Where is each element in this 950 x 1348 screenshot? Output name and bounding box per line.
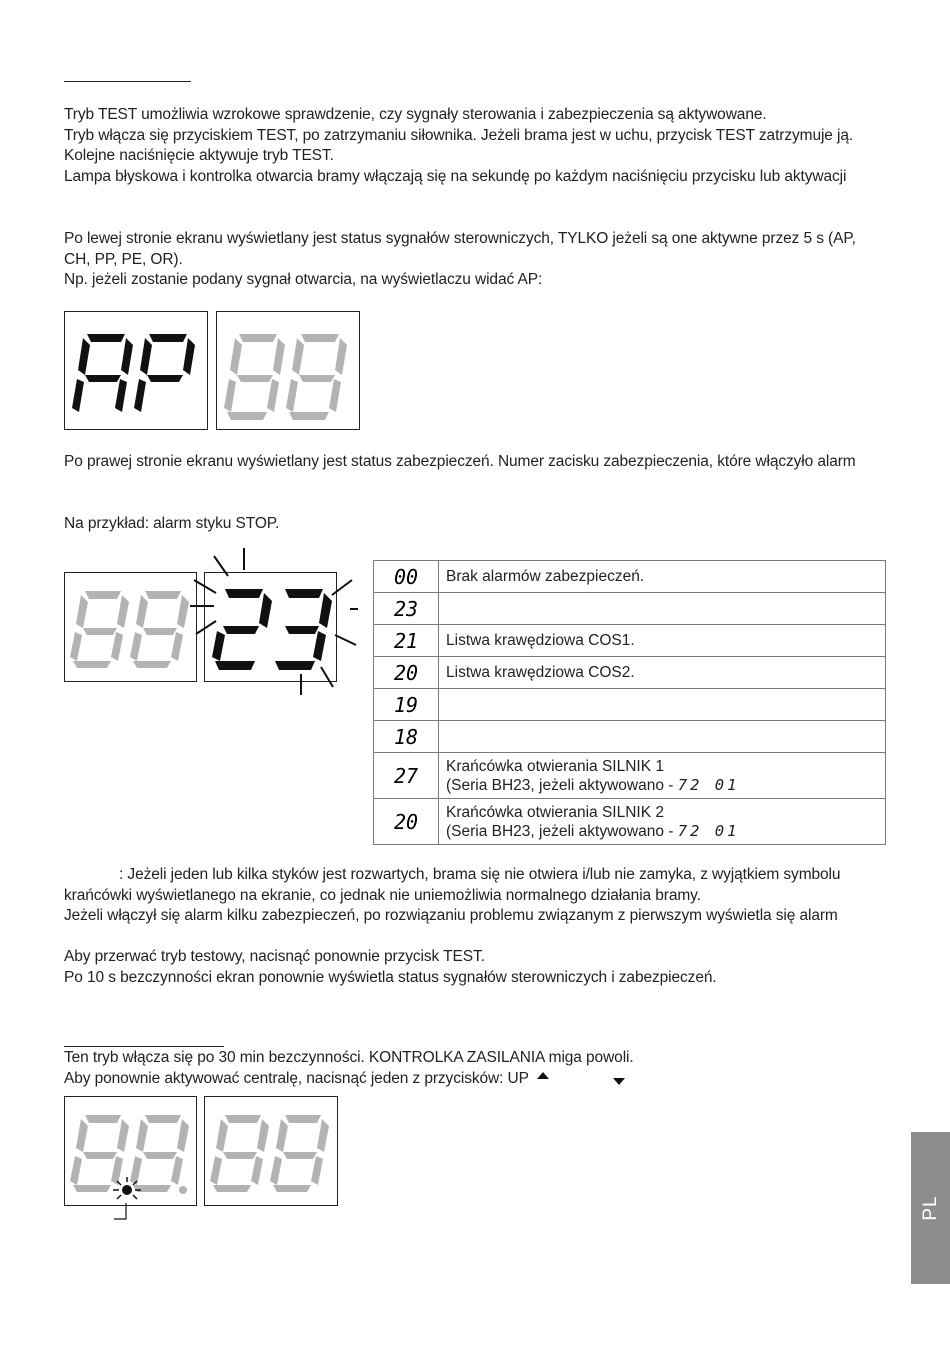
alarm-code xyxy=(374,753,439,799)
blink-rays-icon xyxy=(190,545,370,700)
test-mode-paragraph xyxy=(64,105,886,187)
exit-line-2: Po 10 s bezczynności ekran ponownie wyświetla status sygnałów sterowniczych i zabezpieczeń. xyxy=(64,968,717,986)
alarm-desc xyxy=(439,799,886,845)
table-row xyxy=(374,561,886,593)
alarm-desc xyxy=(439,721,886,753)
svg-text:19: 19 xyxy=(393,693,419,716)
note-line-2: krańcówki wyświetlanego na ekranie, co jednak nie uniemożliwia normalnego działania bramy. xyxy=(64,886,701,904)
language-tab xyxy=(911,1132,950,1284)
alarm-desc: Listwa krawędziowa COS1. xyxy=(439,625,886,657)
right-status-paragraph xyxy=(64,452,886,473)
alarm-code xyxy=(374,689,439,721)
power-led-icon xyxy=(122,1185,132,1195)
table-row xyxy=(374,625,886,657)
standby-line-2-text: Aby ponownie aktywować centralę, nacisnąć jeden z przycisków: UP xyxy=(64,1069,529,1087)
alarm-desc: Brak alarmów zabezpieczeń. xyxy=(439,561,886,593)
language-tab-label: PL xyxy=(919,1195,941,1221)
alarm-desc-note: (Seria BH23, jeżeli aktywowano - xyxy=(446,822,674,840)
standby-paragraph xyxy=(64,1048,886,1089)
standby-line-1: Ten tryb włącza się po 30 min bezczynności. KONTROLKA ZASILANIA miga powoli. xyxy=(64,1049,634,1066)
exit-test-paragraph xyxy=(64,947,886,988)
alarm-desc-line-1: Krańcówka otwierania SILNIK 1 xyxy=(446,757,664,775)
note-paragraph xyxy=(64,865,886,927)
display-stop-left xyxy=(64,572,197,682)
left-status-line-2: CH, PP, PE, OR). xyxy=(64,250,183,268)
code-18-icon xyxy=(391,726,421,748)
left-status-line-3: Np. jeżeli zostanie podany sygnał otwarcia, na wyświetlaczu widać AP: xyxy=(64,271,543,288)
alarm-desc xyxy=(439,753,886,799)
display-standby-left xyxy=(64,1096,197,1206)
code-20-icon xyxy=(391,662,421,684)
arrow-down-icon xyxy=(612,1077,626,1087)
alarm-desc xyxy=(439,689,886,721)
alarm-desc-line-2 xyxy=(446,822,885,841)
alarm-code xyxy=(374,625,439,657)
table-row xyxy=(374,721,886,753)
code-19-icon xyxy=(391,694,421,716)
test-line-1: Tryb TEST umożliwia wzrokowe sprawdzenie, czy sygnały sterowania i zabezpieczenia są aktywowane. xyxy=(64,106,767,123)
seven-segment-88-dot xyxy=(65,1097,196,1205)
code-00-icon xyxy=(391,566,421,588)
alarm-code xyxy=(374,593,439,625)
note-line-1: : Jeżeli jeden lub kilka styków jest rozwartych, brama się nie otwiera i/lub nie zamyka, z wyjątkiem symbolu xyxy=(119,866,841,883)
segment-code-suffix: 72 01 xyxy=(677,821,740,840)
svg-text:00: 00 xyxy=(393,565,419,588)
left-status-paragraph xyxy=(64,229,886,291)
right-status-line: Po prawej stronie ekranu wyświetlany jest status zabezpieczeń. Numer zacisku zabezpieczenia, które włączyło alarm xyxy=(64,453,856,470)
svg-text:23: 23 xyxy=(393,597,419,620)
code-23-icon xyxy=(391,598,421,620)
svg-text:27: 27 xyxy=(393,764,419,787)
svg-text:21: 21 xyxy=(393,629,419,652)
alarm-code xyxy=(374,721,439,753)
pointer-line-icon xyxy=(110,1203,140,1223)
standby-line-2 xyxy=(64,1069,886,1090)
seven-segment-88-off xyxy=(217,312,359,429)
svg-text:20: 20 xyxy=(393,661,419,684)
arrow-up-icon xyxy=(536,1070,550,1080)
seven-segment-ap xyxy=(65,312,207,429)
table-row xyxy=(374,799,886,845)
code-20-icon xyxy=(391,811,421,833)
alarm-desc: Listwa krawędziowa COS2. xyxy=(439,657,886,689)
alarm-code xyxy=(374,657,439,689)
section-rule-top xyxy=(64,81,191,82)
display-ap-right xyxy=(216,311,360,430)
section-rule-standby xyxy=(64,1046,224,1047)
left-status-line-1: Po lewej stronie ekranu wyświetlany jest status sygnałów sterowniczych, TYLKO jeżeli są one aktywne przez 5 s (AP, xyxy=(64,230,856,247)
alarm-code xyxy=(374,799,439,845)
test-line-2: Tryb włącza się przyciskiem TEST, po zatrzymaniu siłownika. Jeżeli brama jest w uchu, przycisk TEST zatrzymuje ją. xyxy=(64,126,854,144)
svg-text:18: 18 xyxy=(393,725,419,748)
svg-text:20: 20 xyxy=(393,810,419,833)
segment-code-suffix: 72 01 xyxy=(677,775,740,794)
display-ap-left xyxy=(64,311,208,430)
table-row xyxy=(374,657,886,689)
alarm-table xyxy=(373,560,886,845)
example-line: Na przykład: alarm styku STOP. xyxy=(64,515,280,532)
test-line-3: Kolejne naciśnięcie aktywuje tryb TEST. xyxy=(64,147,334,164)
table-row xyxy=(374,593,886,625)
code-21-icon xyxy=(391,630,421,652)
display-standby-right xyxy=(204,1096,338,1206)
note-line-3: Jeżeli włączył się alarm kilku zabezpieczeń, po rozwiązaniu problemu związanym z pierwszym wyświetla się alarm xyxy=(64,907,838,924)
seven-segment-88-off xyxy=(65,573,196,681)
seven-segment-88-off xyxy=(205,1097,336,1205)
table-row xyxy=(374,689,886,721)
example-paragraph xyxy=(64,514,886,535)
alarm-desc-line-2 xyxy=(446,776,885,795)
alarm-code xyxy=(374,561,439,593)
code-27-icon xyxy=(391,765,421,787)
alarm-desc-note: (Seria BH23, jeżeli aktywowano - xyxy=(446,776,674,794)
test-line-4: Lampa błyskowa i kontrolka otwarcia bramy włączają się na sekundę po każdym naciśnięciu przycisku lub aktywacji xyxy=(64,167,847,185)
table-row xyxy=(374,753,886,799)
alarm-desc-line-1: Krańcówka otwierania SILNIK 2 xyxy=(446,803,664,821)
exit-line-1: Aby przerwać tryb testowy, nacisnąć ponownie przycisk TEST. xyxy=(64,948,485,965)
alarm-desc xyxy=(439,593,886,625)
